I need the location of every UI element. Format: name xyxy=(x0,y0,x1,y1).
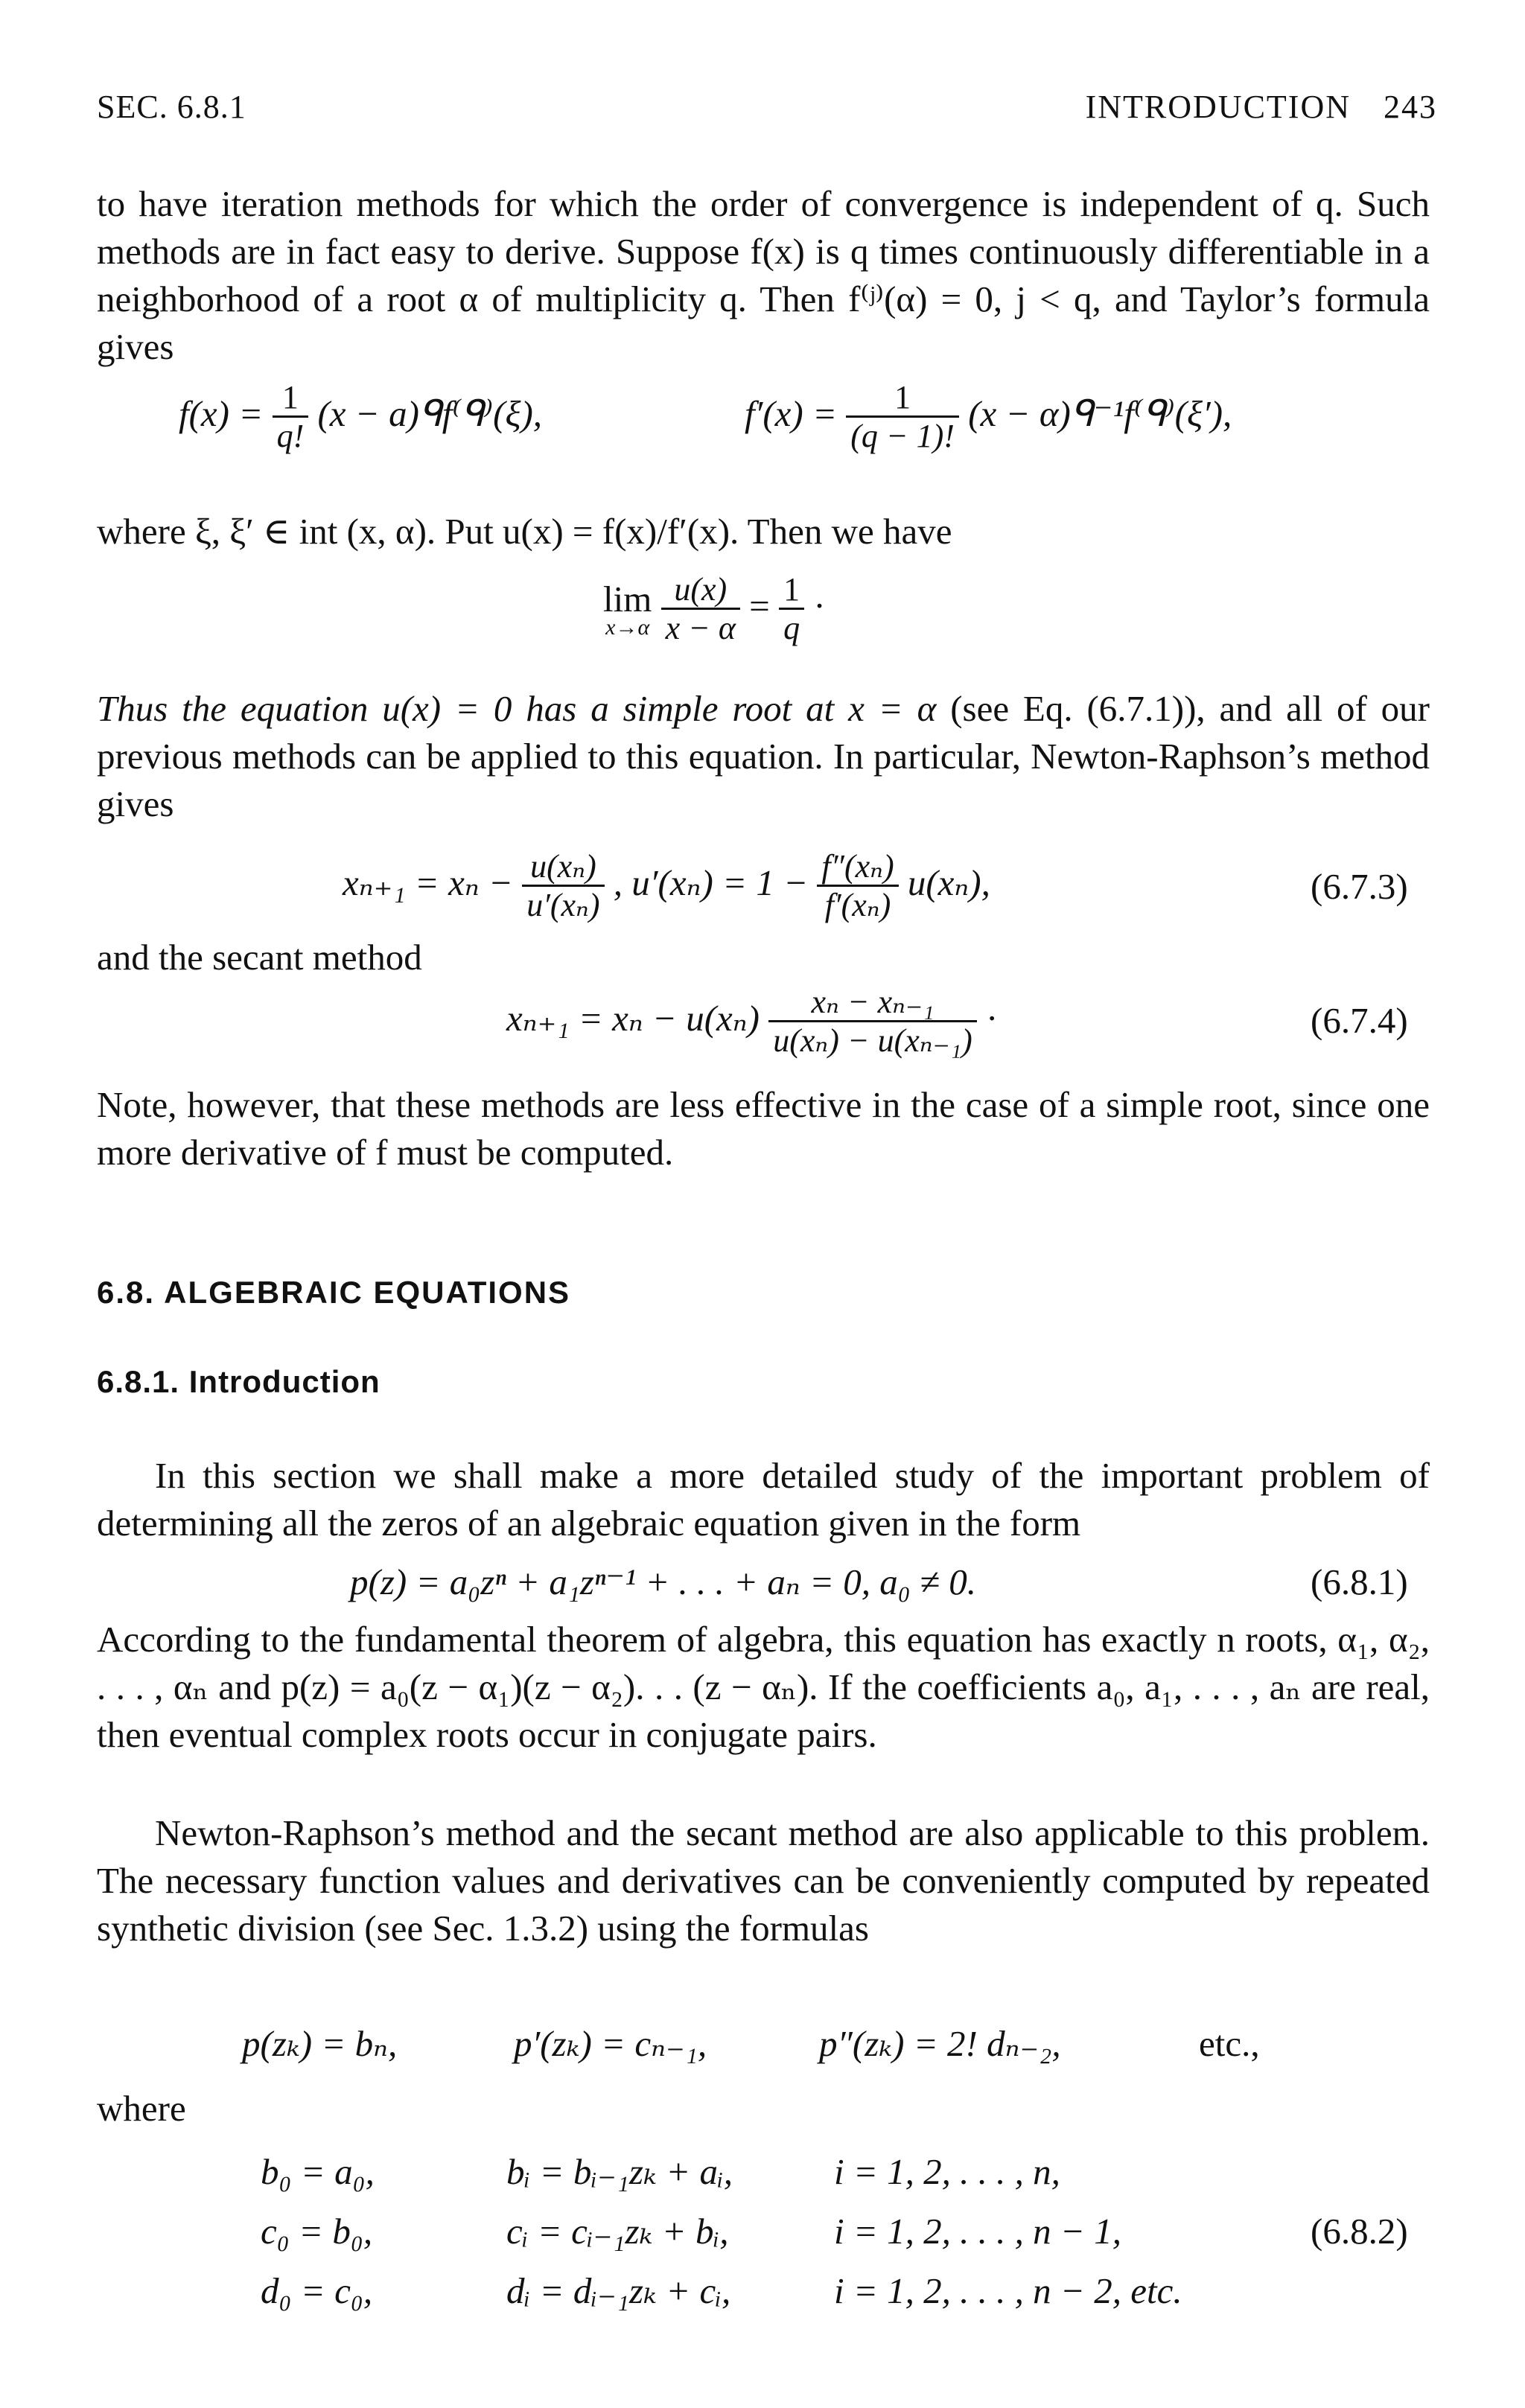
eq-taylor-fp-lhs: f′(x) = xyxy=(745,392,838,434)
limit-equals: = xyxy=(749,585,770,626)
section-heading: 6.8. ALGEBRAIC EQUATIONS xyxy=(97,1275,571,1310)
paragraph-simple-root xyxy=(97,685,1430,828)
where-put-u-line: where ξ, ξ′ ∈ int (x, α). Put u(x) = f(x)/f′(x). Then we have xyxy=(97,511,952,552)
equation-6-7-4 xyxy=(506,984,998,1060)
eq673-den1: u′(xₙ) xyxy=(526,887,600,923)
limit-fraction xyxy=(661,572,740,647)
where-label: where xyxy=(97,2088,186,2129)
paragraph-order-of-convergence: to have iteration methods for which the order of convergence is independent of q. Such methods are in fact easy to derive. Suppose f(x) is q times continuously differentiable in a neighborhood of a root α of multiplicity q. Then f⁽ʲ⁾(α) = 0, j < q, and Taylor’s formula gives xyxy=(97,183,1430,367)
eq673-rest: u(xₙ), xyxy=(907,861,990,903)
paragraph-newton-secant: Newton-Raphson’s method and the secant method are also applicable to this problem. The necessary function values and derivatives can be conveniently computed by repeated synthetic division (see Sec. 1.3.2) using the formulas xyxy=(97,1812,1430,1949)
equation-number-6-7-3: (6.7.3) xyxy=(1311,866,1408,907)
running-title: INTRODUCTION xyxy=(1085,89,1351,125)
eq-taylor-f-rest: (x − a)ᑫf⁽ᑫ⁾(ξ), xyxy=(317,392,543,434)
subsection-heading: 6.8.1. Introduction xyxy=(97,1364,381,1399)
equation-number-6-8-2: (6.8.2) xyxy=(1311,2211,1408,2252)
running-title-block xyxy=(1086,88,1437,126)
eq673-num2: f″(xₙ) xyxy=(817,849,898,887)
eq673-num1: u(xₙ) xyxy=(522,849,604,887)
limit-end: · xyxy=(813,585,826,626)
eq682-row3-range: i = 1, 2, . . . , n − 2, etc. xyxy=(834,2270,1182,2311)
limit-lim: lim xyxy=(603,578,652,619)
eq682-row3-recur: dᵢ = dᵢ₋₁zₖ + cᵢ, xyxy=(506,2270,731,2311)
eq673-fraction-2 xyxy=(817,849,898,924)
eq674-den: u(xₙ) − u(xₙ₋₁) xyxy=(773,1022,972,1059)
eq682-row1-init: b₀ = a₀, xyxy=(261,2151,375,2192)
section-reference: SEC. 6.8.1 xyxy=(97,89,246,125)
limit-den: x − α xyxy=(665,610,736,646)
limit-operator xyxy=(603,578,652,640)
limit-rnum: 1 xyxy=(779,572,804,610)
eq-taylor-fp-den: (q − 1)! xyxy=(850,418,955,454)
eq-taylor-f-lhs: f(x) = xyxy=(179,392,264,434)
equation-number-6-7-4: (6.7.4) xyxy=(1311,1000,1408,1041)
eq673-mid: , u′(xₙ) = 1 − xyxy=(613,861,809,903)
formula-p: p(zₖ) = bₙ, xyxy=(242,2023,398,2064)
equation-taylor-fprime xyxy=(745,380,1232,455)
paragraph-note: Note, however, that these methods are less effective in the case of a simple root, since one more derivative of f must be computed. xyxy=(97,1084,1430,1173)
eq674-end: · xyxy=(986,997,999,1039)
eq682-row1-range: i = 1, 2, . . . , n, xyxy=(834,2151,1060,2192)
limit-subscript: x→α xyxy=(605,614,650,640)
eq673-den2: f′(xₙ) xyxy=(824,887,891,923)
eq-taylor-f-den: q! xyxy=(276,418,305,454)
paragraph-fundamental-theorem: According to the fundamental theorem of algebra, this equation has exactly n roots, α₁, α₂, . . . , αₙ and p(z) = a₀(z − α₁)(z − α₂). . . (z − αₙ). If the coefficients a₀, a₁, . . . , aₙ are real, then eventual complex roots occur in conjugate pairs. xyxy=(97,1619,1430,1755)
formula-etc: etc., xyxy=(1199,2023,1260,2064)
limit-rden: q xyxy=(783,610,800,646)
equation-6-8-1: p(z) = a₀zⁿ + a₁zⁿ⁻¹ + . . . + aₙ = 0, a₀ ≠ 0. xyxy=(350,1561,976,1602)
paragraph-intro-algebraic: In this section we shall make a more detailed study of the important problem of determining all the zeros of an algebraic equation given in the form xyxy=(97,1455,1430,1544)
para2-italic-statement: Thus the equation u(x) = 0 has a simple root at x = α xyxy=(97,688,937,729)
eq-taylor-fp-num: 1 xyxy=(846,380,959,418)
eq682-row2-init: c₀ = b₀, xyxy=(261,2211,373,2252)
page-number: 243 xyxy=(1384,89,1437,125)
eq673-lhs: xₙ₊₁ = xₙ − xyxy=(343,861,513,903)
equation-taylor-f xyxy=(179,380,542,455)
secant-intro: and the secant method xyxy=(97,937,422,978)
formula-p-prime: p′(zₖ) = cₙ₋₁, xyxy=(514,2023,707,2064)
eq682-row2-recur: cᵢ = cᵢ₋₁zₖ + bᵢ, xyxy=(506,2211,729,2252)
formula-p-double-prime: p″(zₖ) = 2! dₙ₋₂, xyxy=(819,2023,1061,2064)
eq682-row3-init: d₀ = c₀, xyxy=(261,2270,373,2311)
limit-result-fraction xyxy=(779,572,804,647)
eq674-lhs: xₙ₊₁ = xₙ − u(xₙ) xyxy=(506,997,760,1039)
eq674-num: xₙ − xₙ₋₁ xyxy=(768,984,977,1022)
equation-number-6-8-1: (6.8.1) xyxy=(1311,1561,1408,1602)
para2-rest: (see Eq. (6.7.1)), and all of our previous methods can be applied to this equation. In particular, Newton-Raphson’s method gives xyxy=(97,688,1430,824)
eq674-fraction xyxy=(768,984,977,1060)
eq682-row2-range: i = 1, 2, . . . , n − 1, xyxy=(834,2211,1121,2252)
eq-taylor-fp-fraction xyxy=(846,380,959,455)
eq-taylor-f-fraction xyxy=(273,380,309,455)
eq682-row1-recur: bᵢ = bᵢ₋₁zₖ + aᵢ, xyxy=(506,2151,733,2192)
eq673-fraction-1 xyxy=(522,849,604,924)
limit-num: u(x) xyxy=(661,572,740,610)
running-head xyxy=(97,88,1437,133)
eq-taylor-fp-rest: (x − α)ᑫ⁻¹f⁽ᑫ⁾(ξ′), xyxy=(968,392,1232,434)
equation-limit xyxy=(603,572,826,647)
eq-taylor-f-num: 1 xyxy=(273,380,309,418)
equation-6-7-3 xyxy=(343,849,990,924)
